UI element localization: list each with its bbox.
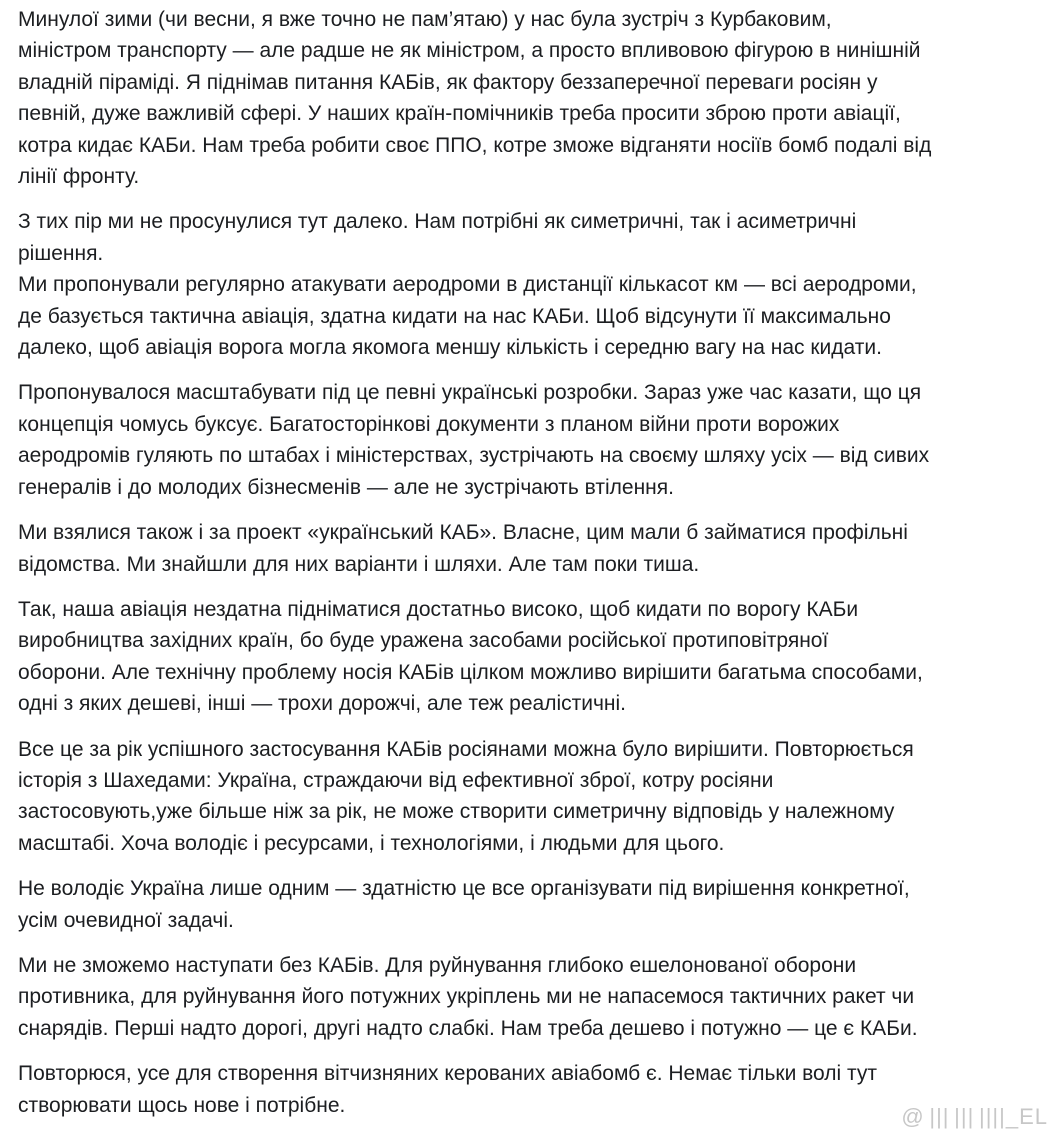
paragraph-6 — [18, 734, 1058, 860]
text-line: масштабі. Хоча володіє і ресурсами, і технологіями, і людьми для цього. — [18, 831, 725, 855]
text-line: застосовують,уже більше ніж за рік, не може створити симетричну відповідь у належному — [18, 800, 895, 824]
text-line: Пропонувалося масштабувати під це певні українські розробки. Зараз уже час казати, що ця — [18, 381, 922, 405]
text-line: створювати щось нове і потрібне. — [18, 1093, 346, 1117]
text-line: лінії фронту. — [18, 165, 140, 189]
paragraph-3 — [18, 377, 1058, 503]
text-line: певній, дуже важливій сфері. У наших країн-помічників треба просити зброю проти авіації, — [18, 102, 901, 126]
text-line: владній піраміді. Я піднімав питання КАБів, як фактору беззаперечної переваги росіян у — [18, 70, 878, 94]
text-line: історія з Шахедами: Україна, страждаючи від ефективної зброї, котру росіяни — [18, 768, 774, 792]
text-line: далеко, щоб авіація ворога могла якомога меншу кількість і середню вагу на нас кидати. — [18, 336, 882, 360]
text-line: противника, для руйнування його потужних укріплень ми не напасемося тактичних ракет чи — [18, 985, 915, 1009]
text-line: снарядів. Перші надто дорогі, другі надто слабкі. Нам треба дешево і потужно — це є КАБи. — [18, 1016, 918, 1040]
text-line: Ми пропонували регулярно атакувати аеродроми в дистанції кількасот км — всі аеродроми, — [18, 273, 917, 297]
text-line: котра кидає КАБи. Нам треба робити своє ППО, котре зможе відганяти носіїв бомб подалі від — [18, 133, 932, 157]
watermark: @ ||| ||| ||||_EL — [901, 1104, 1048, 1129]
text-line: де базується тактична авіація, здатна кидати на нас КАБи. Щоб відсунути її максимально — [18, 304, 891, 328]
text-line: Не володіє Україна лише одним — здатністю це все організувати під вирішення конкретної, — [18, 877, 910, 901]
text-line: Повторюся, усе для створення вітчизняних керованих авіабомб є. Немає тільки волі тут — [18, 1062, 878, 1086]
text-line: міністром транспорту — але радше не як міністром, а просто впливовою фігурою в нинішній — [18, 39, 921, 63]
paragraph-4 — [18, 517, 1058, 580]
text-line: одні з яких дешеві, інші — трохи дорожчі, але теж реалістичні. — [18, 692, 626, 716]
text-line: Минулої зими (чи весни, я вже точно не пам’ятаю) у нас була зустріч з Курбаковим, — [18, 8, 832, 31]
text-line: генералів і до молодих бізнесменів — але не зустрічають втілення. — [18, 475, 674, 499]
text-line: виробництва західних країн, бо буде уражена засобами російської протиповітряної — [18, 629, 829, 653]
text-line: Так, наша авіація нездатна підніматися достатньо високо, щоб кидати по ворогу КАБи — [18, 597, 859, 621]
text-line: Ми взялися також і за проект «український КАБ». Власне, цим мали б займатися профільні — [18, 521, 908, 545]
paragraph-8 — [18, 950, 1058, 1044]
paragraph-5 — [18, 594, 1058, 720]
text-line: концепція чомусь буксує. Багатосторінкові документи з планом війни проти ворожих — [18, 412, 840, 436]
text-line: Ми не зможемо наступати без КАБів. Для руйнування глибоко ешелонованої оборони — [18, 953, 857, 977]
post-body — [18, 4, 1058, 1135]
paragraph-2 — [18, 206, 1058, 363]
text-line: оборони. Але технічну проблему носія КАБів цілком можливо вирішити багатьма способами, — [18, 660, 923, 684]
paragraph-1 — [18, 4, 1058, 192]
text-line: З тих пір ми не просунулися тут далеко. Нам потрібні як симетричні, так і асиметричні — [18, 210, 857, 234]
text-line: рішення. — [18, 241, 104, 265]
text-line: аеродромів гуляють по штабах і міністерствах, зустрічають на своєму шляху усіх — від сивих — [18, 444, 930, 468]
text-line: відомства. Ми знайшли для них варіанти і шляхи. Але там поки тиша. — [18, 552, 700, 576]
text-line: Все це за рік успішного застосування КАБів росіянами можна було вирішити. Повторюється — [18, 737, 914, 761]
text-line: усім очевидної задачі. — [18, 908, 234, 932]
paragraph-7 — [18, 873, 1058, 936]
